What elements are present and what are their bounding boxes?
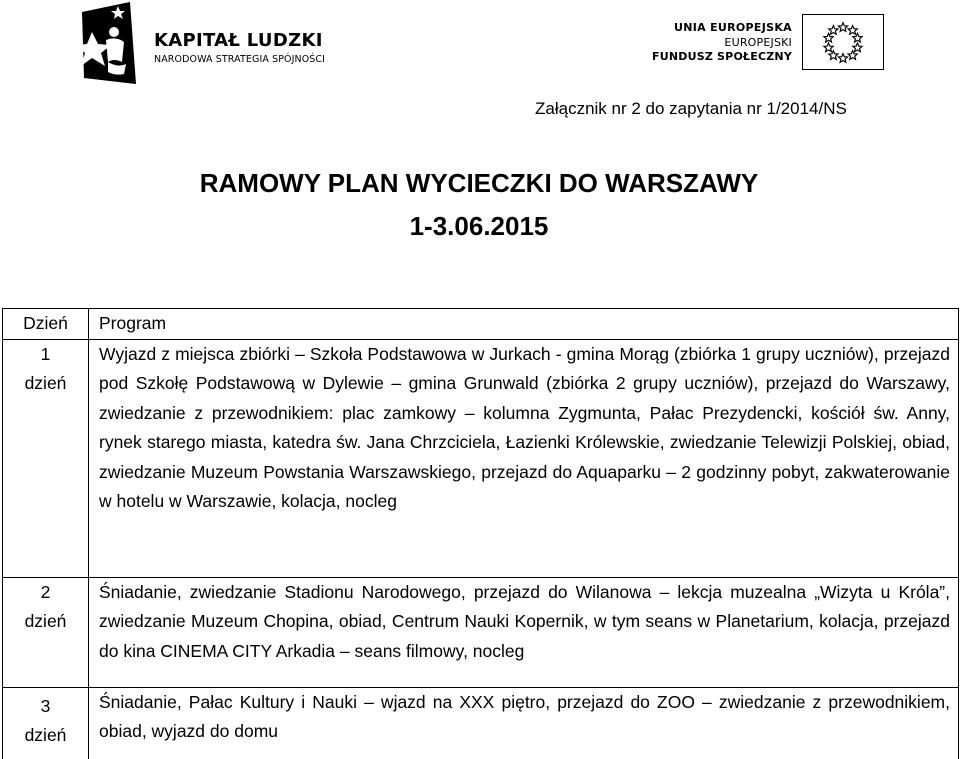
eu-logo-line2: EUROPEJSKI [724,36,792,49]
day-cell [3,687,89,759]
logo-title: KAPITAŁ LUDZKI [154,30,323,51]
kapital-ludzki-emblem-icon [78,2,140,84]
trip-plan-table [2,308,959,759]
document-title: RAMOWY PLAN WYCIECZKI DO WARSZAWY [199,168,759,198]
day-word: dzień [24,373,67,393]
eu-logo-line1: UNIA EUROPEJSKA [674,21,792,34]
logo-subtitle: NARODOWA STRATEGIA SPÓJNOŚCI [154,54,326,65]
day-number: 1 [40,343,51,364]
day-cell [3,339,89,577]
table-row [3,577,959,687]
day-word: dzień [24,725,67,745]
eu-logo-line3: FUNDUSZ SPOŁECZNY [652,50,792,63]
kapital-ludzki-logo [78,2,348,84]
day-word: dzień [24,611,67,631]
program-cell: Śniadanie, Pałac Kultury i Nauki – wjazd na XXX piętro, przejazd do ZOO – zwiedzanie z przewodnikiem, obiad, wyjazd do domu [89,687,959,759]
day-number: 2 [40,581,51,602]
annex-note: Załącznik nr 2 do zapytania nr 1/2014/NS [535,99,847,118]
header-day: Dzień [3,309,89,340]
table-row [3,339,959,577]
table-row [3,687,959,759]
eu-flag-icon [802,14,884,70]
document-dates: 1-3.06.2015 [409,211,549,241]
day-cell [3,577,89,687]
header-program: Program [89,309,959,340]
program-cell: Wyjazd z miejsca zbiórki – Szkoła Podstawowa w Jurkach - gmina Morąg (zbiórka 1 grupy uczniów), przejazd pod Szkołę Podstawową w Dylewie – gmina Grunwald (zbiórka 2 grupy uczniów), przejazd do Warszawy, zwiedzanie z przewodnikiem: plac zamkowy – kolumna Zygmunta, Pałac Prezydencki, kościół św. Anny, rynek starego miasta, katedra św. Jana Chrzciciela, Łazienki Królewskie, zwiedzanie Telewizji Polskiej, obiad, zwiedzanie Muzeum Powstania Warszawskiego, przejazd do Aquaparku – 2 godzinny pobyt, zakwaterowanie w hotelu w Warszawie, kolacja, nocleg [89,339,959,577]
day-number: 3 [40,695,51,716]
table-header-row [3,309,959,340]
eu-logo [652,14,884,70]
program-cell: Śniadanie, zwiedzanie Stadionu Narodowego, przejazd do Wilanowa – lekcja muzealna „Wizyta u Króla”, zwiedzanie Muzeum Chopina, obiad, Centrum Nauki Kopernik, w tym seans w Planetarium, kolacja, przejazd do kina CINEMA CITY Arkadia – seans filmowy, nocleg [89,577,959,687]
